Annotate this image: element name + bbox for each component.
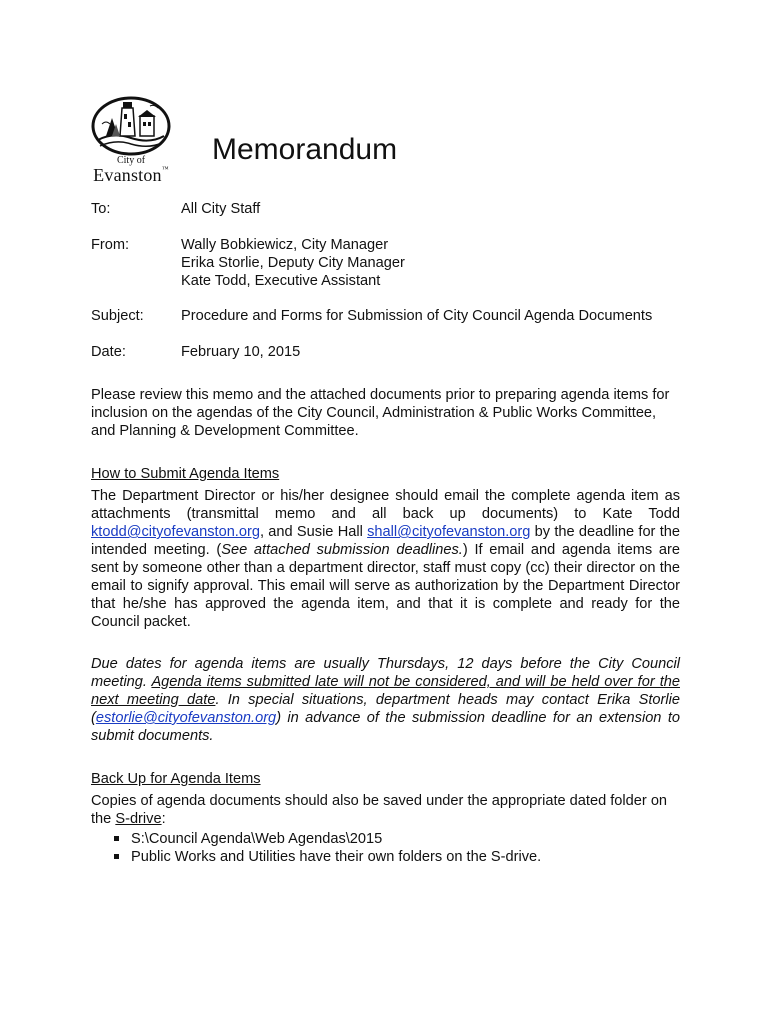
- subject-value: Procedure and Forms for Submission of City Council Agenda Documents: [181, 308, 653, 324]
- late-items-warning: Agenda items submitted late will not be considered, and will be held over for the next meeting date: [91, 674, 680, 708]
- s-drive-term: S-drive: [115, 811, 162, 827]
- to-value: All City Staff: [181, 201, 261, 217]
- backup-bullet-list: [111, 830, 541, 866]
- from-label: From:: [91, 237, 130, 253]
- submit-heading: How to Submit Agenda Items: [91, 466, 280, 482]
- from-value: Erika Storlie, Deputy City Manager: [181, 255, 405, 271]
- email-link-shall[interactable]: shall@cityofevanston.org: [367, 524, 531, 540]
- page-title: Memorandum: [212, 133, 398, 166]
- list-item: S:\Council Agenda\Web Agendas\2015: [111, 830, 541, 848]
- date-label: Date:: [91, 344, 126, 360]
- date-value: February 10, 2015: [181, 344, 301, 360]
- subject-label: Subject:: [91, 308, 144, 324]
- submit-paragraph: The Department Director or his/her designee should email the complete agenda item as attachments (transmittal memo and all back up documents) to Kate Todd ktodd@cityofevanston.org, and Susie Hall shall@cityofevanston.org by the deadline for the intended meeting. (See attached submission deadlines.) If email and agenda items are sent by someone other than a department director, staff must copy (cc) their director on the email to signify approval. This email will serve as authorization by the Department Director that he/she has approved the agenda item, and that it is complete and ready for the Council packet.: [91, 488, 680, 630]
- intro-paragraph: Please review this memo and the attached documents prior to preparing agenda items for inclusion on the agendas of the City Council, Administration & Public Works Committee, and Planning & Development Committee.: [91, 387, 670, 439]
- list-item: Public Works and Utilities have their own folders on the S-drive.: [111, 848, 541, 866]
- from-value: Kate Todd, Executive Assistant: [181, 273, 381, 289]
- backup-heading: Back Up for Agenda Items: [91, 771, 261, 787]
- lighthouse-emblem-icon: [88, 92, 174, 156]
- logo-city-of: City of: [116, 155, 146, 166]
- square-bullet-icon: [114, 836, 119, 841]
- square-bullet-icon: [114, 854, 119, 859]
- from-value: Wally Bobkiewicz, City Manager: [181, 237, 389, 253]
- email-link-ktodd[interactable]: ktodd@cityofevanston.org: [91, 524, 260, 540]
- due-dates-paragraph: Due dates for agenda items are usually Thursdays, 12 days before the City Council meeting. Agenda items submitted late will not be considered, and will be held over for the next meeting date. In special situations, department heads may contact Erika Storlie (estorlie@cityofevanston.org) in advance of the submission deadline for an extension to submit documents.: [91, 656, 680, 744]
- logo-evanston-wordmark: Evanston™: [93, 165, 169, 185]
- backup-paragraph: Copies of agenda documents should also be saved under the appropriate dated folder on the S-drive:: [91, 793, 668, 827]
- from-values: [181, 236, 405, 290]
- to-label: To:: [91, 201, 111, 217]
- city-of-evanston-logo: [88, 92, 174, 187]
- email-link-estorlie[interactable]: estorlie@cityofevanston.org: [95, 710, 277, 726]
